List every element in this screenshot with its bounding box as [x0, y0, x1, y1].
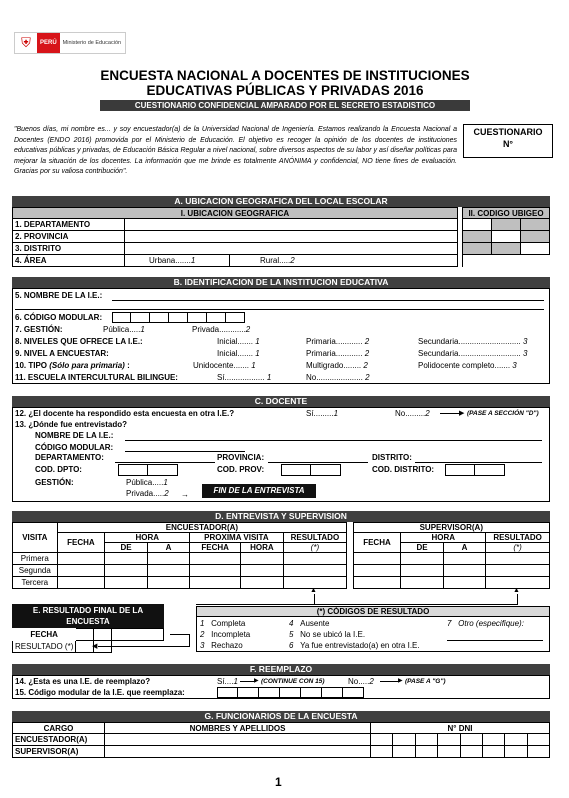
page-number: 1	[275, 775, 282, 789]
result-codes-title: (*) CÓDIGOS DE RESULTADO	[196, 606, 550, 617]
arrow-right-icon-2: →	[181, 490, 189, 499]
cargo-supervisor: SUPERVISOR(A)	[13, 746, 105, 758]
logo-peru: PERÚ	[37, 33, 60, 53]
q10-polidocente[interactable]: Polidocente completo....... 3	[418, 361, 517, 370]
ubigeo-header: II. CODIGO UBIGEO	[463, 208, 550, 219]
cod-dist-boxes[interactable]	[445, 464, 505, 476]
area-urbana-option[interactable]: Urbana.......1	[125, 255, 230, 267]
q6-label: 6. CÓDIGO MODULAR:	[15, 313, 103, 322]
arrow-up-icon: ▲	[310, 587, 317, 594]
geo-header: I. UBICACION GEOGRAFICA	[13, 208, 458, 219]
peru-shield-icon: ⛨	[21, 35, 31, 50]
section-a-title: A. UBICACION GEOGRAFICA DEL LOCAL ESCOLAR	[12, 196, 550, 207]
otro-input[interactable]	[447, 640, 543, 641]
q9-inicial[interactable]: Inicial....... 1	[217, 349, 260, 358]
arrow-head-icon: ▶	[459, 410, 465, 417]
departamento-label: DEPARTAMENTO:	[35, 453, 104, 462]
section-g-title: G. FUNCIONARIOS DE LA ENCUESTA	[12, 711, 550, 722]
confidential-banner: CUESTIONARIO CONFIDENCIAL AMPARADO POR EL SECRETO ESTADISTICO	[100, 100, 470, 111]
q12-skip-note: (PASE A SECCIÓN "D")	[467, 410, 539, 417]
section-a-table	[12, 207, 550, 267]
gestion-privada[interactable]: Privada.....2	[126, 489, 169, 498]
nombre-ie-label: NOMBRE DE LA I.E.:	[35, 431, 114, 440]
nombre-ie-input[interactable]	[125, 440, 542, 441]
visit-row-label: Segunda	[13, 565, 58, 577]
q5-label: 5. NOMBRE DE LA I.E.:	[15, 291, 103, 300]
q6-code-boxes[interactable]	[112, 312, 245, 323]
code-1: 1 Completa	[200, 619, 246, 628]
provincia-input[interactable]	[125, 231, 458, 243]
q9-secundaria[interactable]: Secundaria............................ 3	[418, 349, 528, 358]
q12-label: 12. ¿El docente ha respondido esta encuesta en otra I.E.?	[15, 409, 235, 418]
q8-label: 8. NIVELES QUE OFRECE LA I.E.:	[15, 337, 143, 346]
q8-inicial[interactable]: Inicial....... 1	[217, 337, 260, 346]
section-g-table: CARGO NOMBRES Y APELLIDOS N° DNI ENCUESTADOR(A) SUPERVISOR(A)	[12, 722, 550, 758]
code-4: 4 Ausente	[289, 619, 330, 628]
section-d-table: VISITA ENCUESTADOR(A) SUPERVISOR(A) FECHA HORA PROXIMA VISITA RESULTADO FECHA HORA RESULTADO DE A FECHA HORA (*) DE A (*) Primera Segunda Tercera	[12, 522, 550, 589]
ministry-logo	[14, 32, 126, 54]
arrow-up-line	[314, 594, 315, 604]
code-3: 3 Rechazo	[200, 641, 243, 650]
section-f-title: F. REEMPLAZO	[12, 664, 550, 675]
codmod-label: CÓDIGO MODULAR:	[35, 443, 114, 452]
code-7: 7 Otro (especifique):	[447, 619, 524, 628]
visit-row-label: Primera	[13, 553, 58, 565]
q14-si[interactable]: Sí....1	[217, 677, 238, 686]
arrow-left-icon: ◀	[92, 643, 98, 650]
row-departamento: 1. DEPARTAMENTO	[13, 219, 125, 231]
q11-no[interactable]: No..................... 2	[306, 373, 370, 382]
arrow-head-icon-3: ▶	[398, 678, 403, 684]
q12-no[interactable]: No.........2	[395, 409, 430, 418]
row-area: 4. ÁREA	[13, 255, 125, 267]
q5-input[interactable]	[112, 300, 544, 301]
q15-label: 15. Código modular de la I.E. que reemplaza:	[15, 688, 185, 697]
cod-prov-label: COD. PROV:	[217, 465, 265, 474]
cod-dist-label: COD. DISTRITO:	[372, 465, 435, 474]
q7-privada[interactable]: Privada............2	[192, 325, 251, 334]
q14-label: 14. ¿Esta es una I.E. de reemplazo?	[15, 677, 151, 686]
section-e-title: E. RESULTADO FINAL DE LA ENCUESTA	[12, 604, 164, 628]
cod-dpto-boxes[interactable]	[118, 464, 178, 476]
section-d-title: D. ENTREVISTA Y SUPERVISION	[12, 511, 550, 522]
cod-dpto-label: COD. DPTO:	[35, 465, 82, 474]
questionnaire-number-box[interactable]: CUESTIONARIO N°	[463, 124, 553, 158]
section-c-title: C. DOCENTE	[12, 396, 550, 407]
intro-text: "Buenos días, mi nombre es... y soy encuestador(a) de la Universidad Nacional de Ingeniería. Estamos realizando la Encuesta Nacional a Docentes (ENDO 2016) promovida por el Ministerio de Educación. El objetivo es recoger la opinión de los docentes de instituciones educativas públicas y privadas, de Educación Básica Regular a nivel nacional, sobre diversos aspectos de su labor y así diseñar políticas para mejorar la situación de los docentes. La información que me brinde es totalmente ANÓNIMA y confidencial, NO tiene fines de evaluación. Gracias por su valiosa contribución".	[14, 126, 457, 176]
q8-primaria[interactable]: Primaria............ 2	[306, 337, 370, 346]
cod-prov-boxes[interactable]	[281, 464, 341, 476]
q9-primaria[interactable]: Primaria............ 2	[306, 349, 370, 358]
row-provincia: 2. PROVINCIA	[13, 231, 125, 243]
q11-label: 11. ESCUELA INTERCULTURAL BILINGUE:	[15, 373, 178, 382]
section-b-title: B. IDENTIFICACION DE LA INSTITUCION EDUCATIVA	[12, 277, 550, 288]
q7-label: 7. GESTIÓN:	[15, 325, 63, 334]
arrow-up-icon-2: ▲	[513, 587, 520, 594]
gestion-publica[interactable]: Pública.....1	[126, 478, 168, 487]
distrito-input-c[interactable]	[415, 462, 542, 463]
provincia-input-c[interactable]	[268, 462, 368, 463]
q13-label: 13. ¿Dónde fue entrevistado?	[15, 420, 128, 429]
departamento-input-c[interactable]	[115, 462, 215, 463]
departamento-input[interactable]	[125, 219, 458, 231]
visit-row-label: Tercera	[13, 577, 58, 589]
q12-si[interactable]: Sí.........1	[306, 409, 339, 418]
fin-entrevista-badge: FIN DE LA ENTREVISTA	[202, 484, 316, 498]
page-title: ENCUESTA NACIONAL A DOCENTES DE INSTITUCIONES EDUCATIVAS PÚBLICAS Y PRIVADAS 2016	[100, 68, 470, 98]
q10-label: 10. TIPO (Sólo para primaria) :	[15, 361, 130, 370]
distrito-input[interactable]	[125, 243, 458, 255]
q10-multigrado[interactable]: Multigrado........ 2	[306, 361, 368, 370]
arrow-up-line-2	[517, 594, 518, 604]
arrow-head-icon-2: ▶	[254, 678, 259, 684]
code-6: 6 Ya fue entrevistado(a) en otra I.E.	[289, 641, 420, 650]
section-e-table: FECHA RESULTADO (*)	[12, 628, 164, 653]
codmod-input[interactable]	[125, 451, 245, 452]
distrito-label: DISTRITO:	[372, 453, 412, 462]
q11-si[interactable]: Sí.................. 1	[217, 373, 272, 382]
provincia-label: PROVINCIA:	[217, 453, 265, 462]
q10-unidocente[interactable]: Unidocente....... 1	[193, 361, 256, 370]
q9-label: 9. NIVEL A ENCUESTAR:	[15, 349, 109, 358]
logo-ministry: Ministerio de Educación	[60, 40, 124, 46]
q7-publica[interactable]: Pública.....1	[103, 325, 145, 334]
cargo-encuestador: ENCUESTADOR(A)	[13, 734, 105, 746]
q8-secundaria[interactable]: Secundaria............................ 3	[418, 337, 528, 346]
area-rural-option[interactable]: Rural.....2	[230, 255, 458, 267]
gestion-label: GESTIÓN:	[35, 478, 74, 487]
q15-code-boxes[interactable]	[217, 687, 364, 698]
q14-no[interactable]: No.....2	[348, 677, 374, 686]
code-2: 2 Incompleta	[200, 630, 251, 639]
row-distrito: 3. DISTRITO	[13, 243, 125, 255]
code-5: 5 No se ubicó la I.E.	[289, 630, 366, 639]
